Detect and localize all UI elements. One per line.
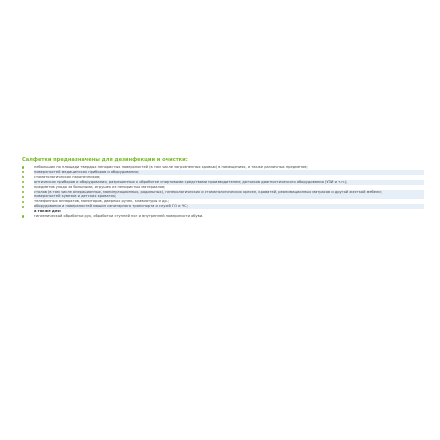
- list-item-text: поверхностей медицинских приборов и оборудования;: [34, 170, 424, 175]
- bullet-icon: [22, 171, 24, 173]
- usage-section: [22, 157, 424, 219]
- bullet-icon: [22, 206, 24, 208]
- bullet-icon: [22, 196, 24, 198]
- list-item-text: гигиенической обработки рук, обработки ступней ног и внутренней поверхности обуви.: [34, 214, 204, 219]
- bullet-icon: [22, 191, 24, 193]
- bullet-icon: [22, 215, 24, 217]
- list-item-text: телефонных аппаратов, мониторов, дверных ручек, клавиатуры и др.;: [34, 199, 170, 204]
- list-item-text: предметов ухода за больными, игрушек из непористых материалов;: [34, 184, 166, 189]
- bullet-icon: [22, 201, 24, 203]
- list-item: [22, 204, 424, 209]
- section-heading: Салфетки предназначены для дезинфекции и очистки:: [22, 157, 188, 163]
- list-item-text: столов (в том числе операционных, манипуляционных, родильных), гинекологических и стоматологических кресел, кроватей, реанимационных матрасов и другой жесткой мебели;: [34, 190, 424, 195]
- bullet-icon: [22, 181, 24, 183]
- list-item-text: небольших по площади твердых непористых поверхностей (в том числе загрязненных кровью) в помещениях, а также различных предметов;: [34, 165, 308, 169]
- list-item-text: стоматологических наконечников;: [34, 174, 101, 179]
- list-item-text: оптических приборов и оборудования, разрешенных к обработке спиртовыми средствами производителем; датчиков диагностического оборудования (УЗИ и т.п.);: [34, 180, 424, 185]
- usage-list: [22, 165, 424, 209]
- bullet-icon: [22, 166, 24, 168]
- subheading: а также для:: [34, 209, 62, 214]
- bullet-icon: [22, 176, 24, 178]
- list-item: [22, 214, 424, 219]
- usage-list-additional: [22, 214, 424, 219]
- bullet-icon: [22, 186, 24, 188]
- list-item-text: оборудования и поверхностей машин санитарного транспорта и служб ГО и ЧС;: [34, 204, 424, 209]
- list-item-text: поверхностей кувезов и детских кроваток;: [34, 194, 424, 199]
